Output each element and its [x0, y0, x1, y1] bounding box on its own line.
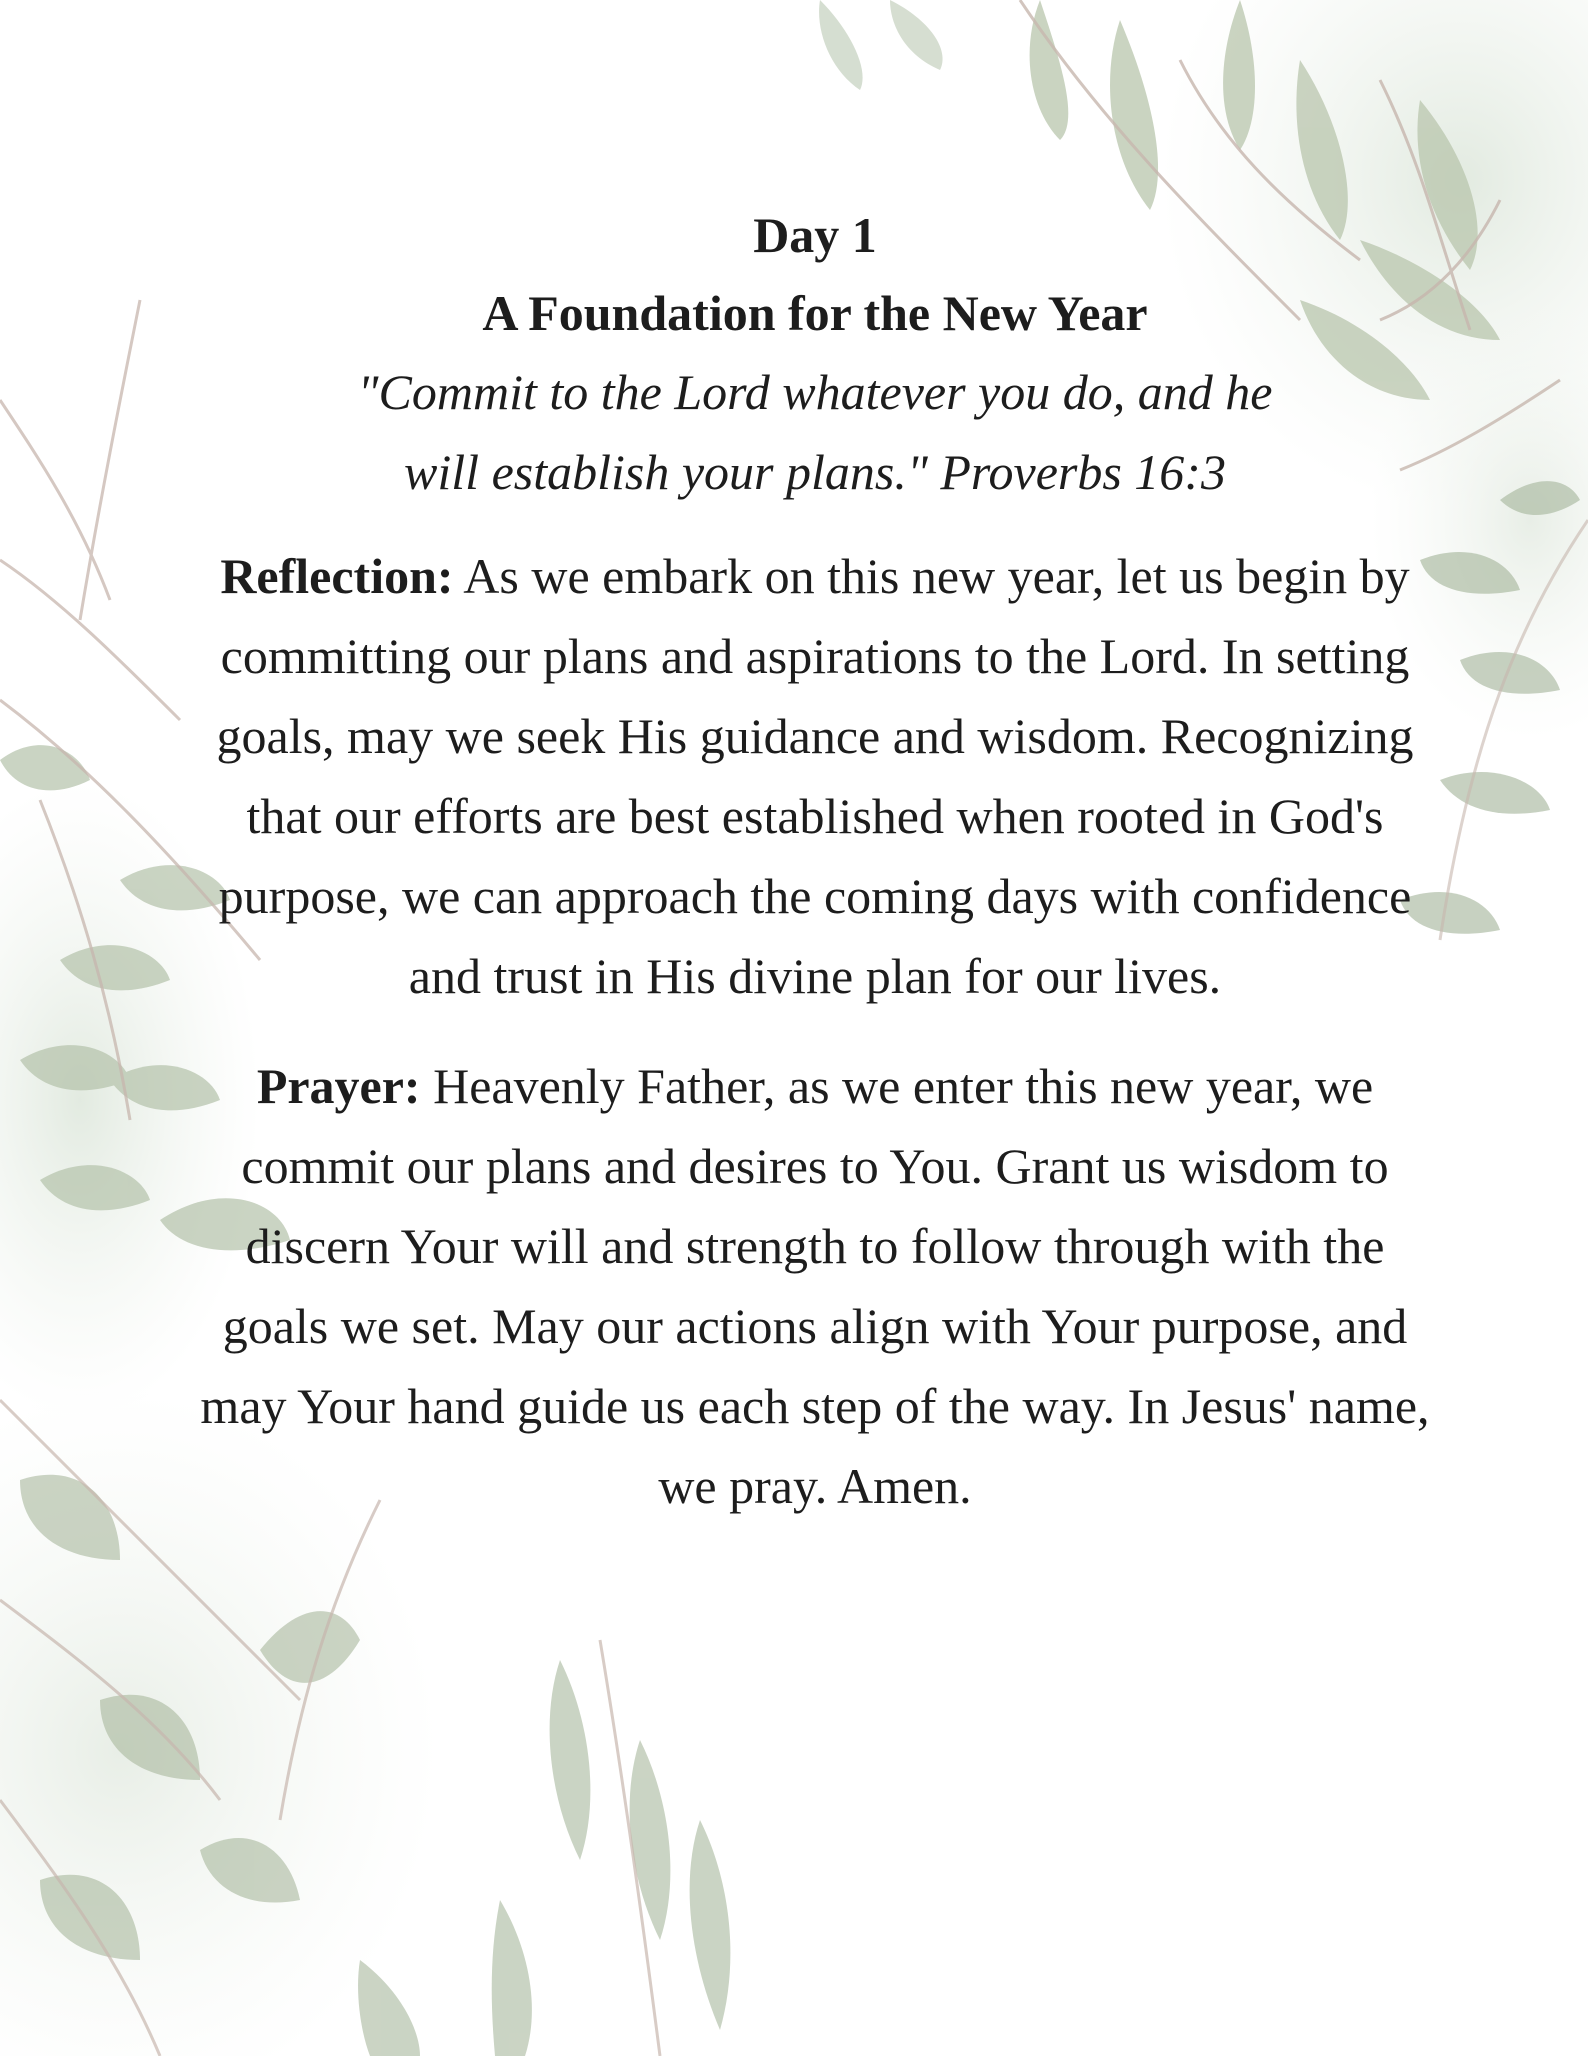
- reflection-label: Reflection:: [220, 548, 454, 604]
- day-heading: Day 1: [753, 207, 877, 263]
- page-title: A Foundation for the New Year: [482, 285, 1148, 341]
- prayer-label: Prayer:: [256, 1058, 421, 1114]
- prayer-text: Heavenly Father, as we enter this new year, we commit our plans and desires to You. Grant us wisdom to discern Your will and strength to follow through with the goals we set. May our actions align with Your purpose, and may Your hand guide us each step of the way. In Jesus' name, we pray. Amen.: [200, 1058, 1430, 1514]
- devotional-content: [190, 196, 1440, 1526]
- reflection-text: As we embark on this new year, let us begin by committing our plans and aspirations to the Lord. In setting goals, may we seek His guidance and wisdom. Recognizing that our efforts are best established when rooted in God's purpose, we can approach the coming days with confidence and trust in His divine plan for our lives.: [216, 548, 1414, 1004]
- reflection-paragraph: [205, 536, 1425, 1016]
- prayer-paragraph: [190, 1046, 1440, 1526]
- scripture-verse: "Commit to the Lord whatever you do, and he will establish your plans." Proverbs 16:3: [357, 364, 1273, 500]
